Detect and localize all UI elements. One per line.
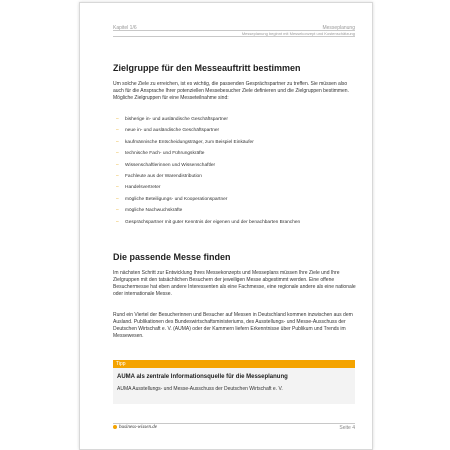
list-item: – technische Fach- und Führungskräfte xyxy=(113,150,353,157)
page-number: Seite 4 xyxy=(339,425,355,431)
tip-title: AUMA als zentrale Informationsquelle für die Messeplanung xyxy=(117,374,288,380)
tip-label: Tipp xyxy=(113,360,355,368)
list-item: – Wissenschaftlerinnen und Wissenschaftler xyxy=(113,162,353,169)
brand-dot-icon xyxy=(113,425,117,429)
list-item: – bisherige in- und ausländische Geschäftspartner xyxy=(113,116,353,123)
tip-box xyxy=(113,360,355,404)
tip-body xyxy=(113,368,355,404)
messe-paragraph-1: Im nächsten Schritt zur Entwicklung Ihres Messekonzepts und Messeplans müssen Ihre Ziele und Ihre Zielgruppen mit den tatsächlichen Besuchern der jeweiligen Messe abgestimmt werden. Eine offene Besuchermesse hat eben andere Interessenten als eine Fachmesse, eine regionale andere als eine nationale oder internationale Messe. xyxy=(113,270,356,298)
document-page xyxy=(79,2,373,450)
footer-divider xyxy=(113,423,355,424)
brand-logo xyxy=(113,425,157,430)
header-subtitle: Messeplanung beginnt mit Messekonzept und Kostenschätzung xyxy=(241,31,355,36)
section-heading-messe: Die passende Messe finden xyxy=(113,252,231,262)
list-item: – Gesprächspartner mit guter Kenntnis der eigenen und der benachbarten Branchen xyxy=(113,219,353,226)
brand-text: business-wissen.de xyxy=(119,425,157,431)
tip-text: AUMA Ausstellungs- und Messe-Ausschuss der Deutschen Wirtschaft e. V. xyxy=(117,386,283,392)
list-item: – mögliche Nachwuchskräfte xyxy=(113,207,353,214)
header-divider-2 xyxy=(113,36,355,37)
list-item: – kaufmännische Entscheidungsträger, zum Beispiel Einkäufer xyxy=(113,139,353,146)
list-item: – Handelsvertreter xyxy=(113,184,353,191)
section-label: Messeplanung xyxy=(322,25,355,31)
chapter-label: Kapitel 1/6 xyxy=(113,25,137,31)
target-group-list xyxy=(113,116,353,230)
list-item: – Fachleute aus der Warendistribution xyxy=(113,173,353,180)
list-item: – mögliche Beteiligungs- und Kooperationspartner xyxy=(113,196,353,203)
list-item: – neue in- und ausländische Geschäftspartner xyxy=(113,127,353,134)
section-heading-zielgruppe: Zielgruppe für den Messeauftritt bestimmen xyxy=(113,63,301,73)
messe-paragraph-2: Rund ein Viertel der Besucherinnen und Besucher auf Messen in Deutschland kommen inzwischen aus dem Ausland. Publikationen des Bundeswirtschaftsministeriums, des Ausstellungs- und Messe-Ausschuss der Deutschen Wirtschaft e. V. (AUMA) oder der Kammern liefern Erkenntnisse über Publikum und Trends im Messewesen. xyxy=(113,312,353,340)
section-intro-paragraph: Um solche Ziele zu erreichen, ist es wichtig, die passenden Gesprächspartner zu treffen. Sie müssen also auch für die Ansprache Ihrer potenziellen Messebesucher Ziele definieren und die Zielgruppen bestimmen. Mögliche Zielgruppen für eine Messeteilnahme sind: xyxy=(113,81,349,102)
